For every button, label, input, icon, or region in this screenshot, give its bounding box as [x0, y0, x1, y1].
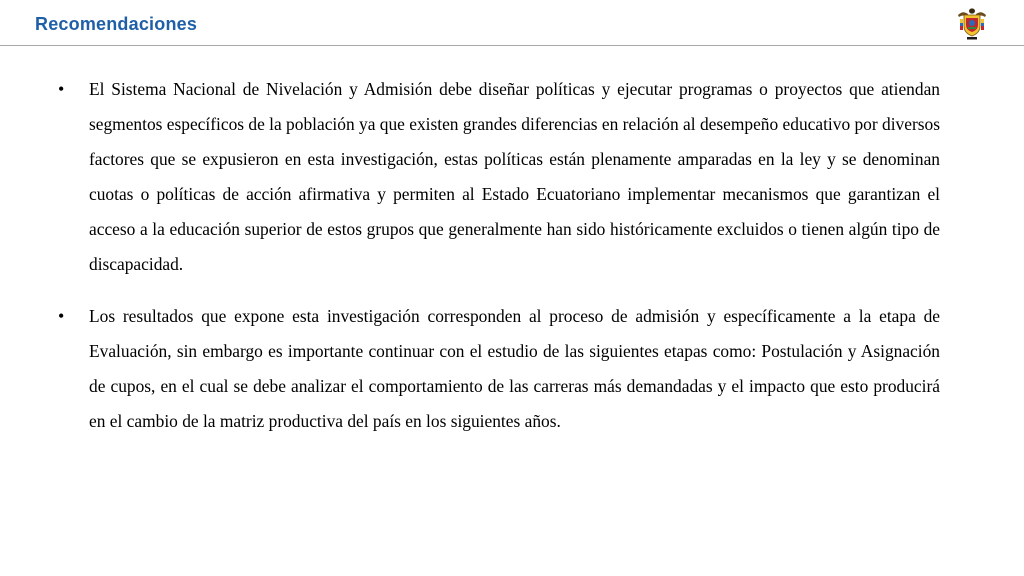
slide-header: [0, 0, 1024, 46]
university-crest-icon: [957, 6, 987, 42]
header-divider: [0, 45, 1024, 46]
bullet-text: El Sistema Nacional de Nivelación y Admisión debe diseñar políticas y ejecutar programas o proyectos que atiendan segmentos específicos de la población ya que existen grandes diferencias en relación al desempeño educativo por diversos factores que se expusieron en esta investigación, estas políticas están plenamente amparadas en la ley y se denominan cuotas o políticas de acción afirmativa y permiten al Estado Ecuatoriano implementar mecanismos que garantizan el acceso a la educación superior de estos grupos que generalmente han sido históricamente excluidos o tienen algún tipo de discapacidad.: [89, 79, 940, 274]
bullet-text: Los resultados que expone esta investigación corresponden al proceso de admisión y específicamente a la etapa de Evaluación, sin embargo es importante continuar con el estudio de las siguientes etapas como: Postulación y Asignación de cupos, en el cual se debe analizar el comportamiento de las carreras más demandadas y el impacto que esto producirá en el cambio de la matriz productiva del país en los siguientes años.: [89, 306, 940, 431]
bullet-marker: •: [58, 306, 65, 326]
list-item: [58, 299, 940, 439]
bullet-marker: •: [58, 79, 65, 99]
list-item: [58, 72, 940, 282]
bullet-list: [58, 72, 940, 456]
slide-title: Recomendaciones: [35, 14, 198, 34]
